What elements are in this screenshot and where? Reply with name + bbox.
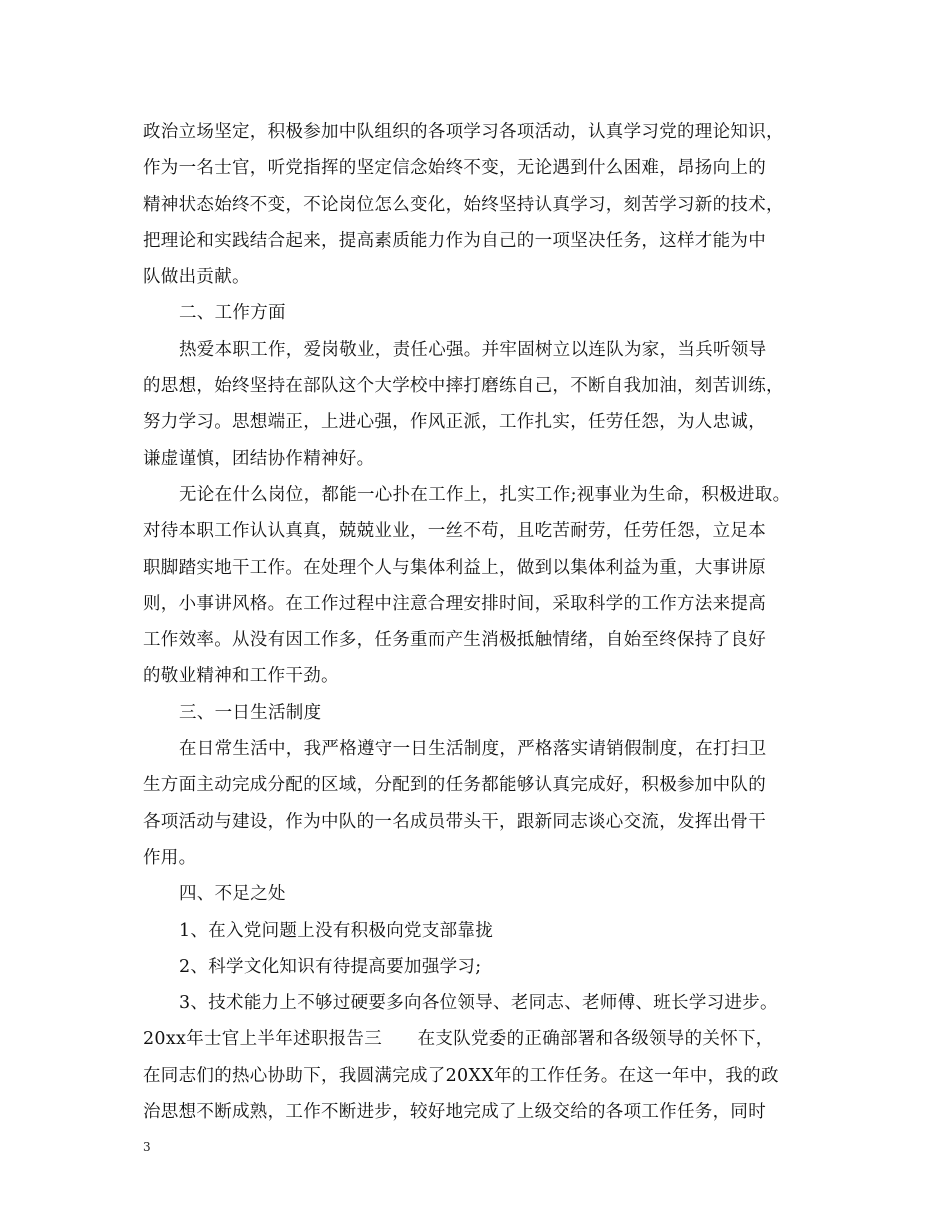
text-line: 在同志们的热心协助下，我圆满完成了20XX年的工作任务。在这一年中，我的政	[143, 1065, 779, 1086]
text-line: 则，小事讲风格。在工作过程中注意合理安排时间，采取科学的工作方法来提高	[143, 593, 766, 614]
text-line: 作为一名士官，听党指挥的坚定信念始终不变，无论遇到什么困难，昂扬向上的	[143, 158, 766, 179]
body-text	[143, 114, 823, 1130]
section-heading: 二、工作方面	[179, 303, 286, 324]
text-line: 的敬业精神和工作干劲。	[143, 666, 339, 687]
text-line: 作用。	[143, 847, 197, 868]
list-item: 2、科学文化知识有待提高要加强学习;	[179, 956, 482, 977]
text-line: 在日常生活中，我严格遵守一日生活制度，严格落实请销假制度，在打扫卫	[179, 739, 767, 760]
text-line: 职脚踏实地干工作。在处理个人与集体利益上，做到以集体利益为重，大事讲原	[143, 557, 766, 578]
list-item: 3、技术能力上不够过硬要多向各位领导、老同志、老师傅、班长学习进步。	[179, 993, 778, 1014]
text-line: 的思想，始终坚持在部队这个大学校中摔打磨练自己，不断自我加油，刻苦训练，	[143, 376, 784, 397]
text-line: 对待本职工作认认真真，兢兢业业，一丝不苟，且吃苦耐劳，任劳任怨，立足本	[143, 521, 766, 542]
text-line: 精神状态始终不变，不论岗位怎么变化，始终坚持认真学习，刻苦学习新的技术，	[143, 194, 784, 215]
text-line: 政治立场坚定，积极参加中队组织的各项学习各项活动，认真学习党的理论知识，	[143, 122, 784, 142]
text-line: 队做出贡献。	[143, 267, 250, 288]
text-line: 努力学习。思想端正，上进心强，作风正派，工作扎实，任劳任怨，为人忠诚，	[143, 412, 766, 433]
text-line: 热爱本职工作，爱岗敬业，责任心强。并牢固树立以连队为家，当兵听领导	[179, 339, 767, 360]
text-line: 治思想不断成熟，工作不断进步，较好地完成了上级交给的各项工作任务，同时	[143, 1102, 766, 1123]
text-line: 工作效率。从没有因工作多，任务重而产生消极抵触情绪，自始至终保持了良好	[143, 630, 766, 651]
text-line: 20xx年士官上半年述职报告三 在支队党委的正确部署和各级领导的关怀下，	[143, 1029, 774, 1050]
section-heading: 四、不足之处	[179, 884, 286, 905]
text-line: 各项活动与建设，作为中队的一名成员带头干，跟新同志谈心交流，发挥出骨干	[143, 811, 766, 832]
text-line: 把理论和实践结合起来，提高素质能力作为自己的一项坚决任务，这样才能为中	[143, 230, 766, 251]
text-line: 谦虚谨慎，团结协作精神好。	[143, 448, 375, 469]
list-item: 1、在入党问题上没有积极向党支部靠拢	[179, 920, 494, 941]
text-line: 生方面主动完成分配的区域，分配到的任务都能够认真完成好，积极参加中队的	[143, 775, 766, 796]
text-line: 无论在什么岗位，都能一心扑在工作上，扎实工作;视事业为生命，积极进取。	[179, 484, 791, 505]
page-number: 3	[143, 1140, 151, 1154]
section-heading: 三、一日生活制度	[179, 702, 322, 723]
